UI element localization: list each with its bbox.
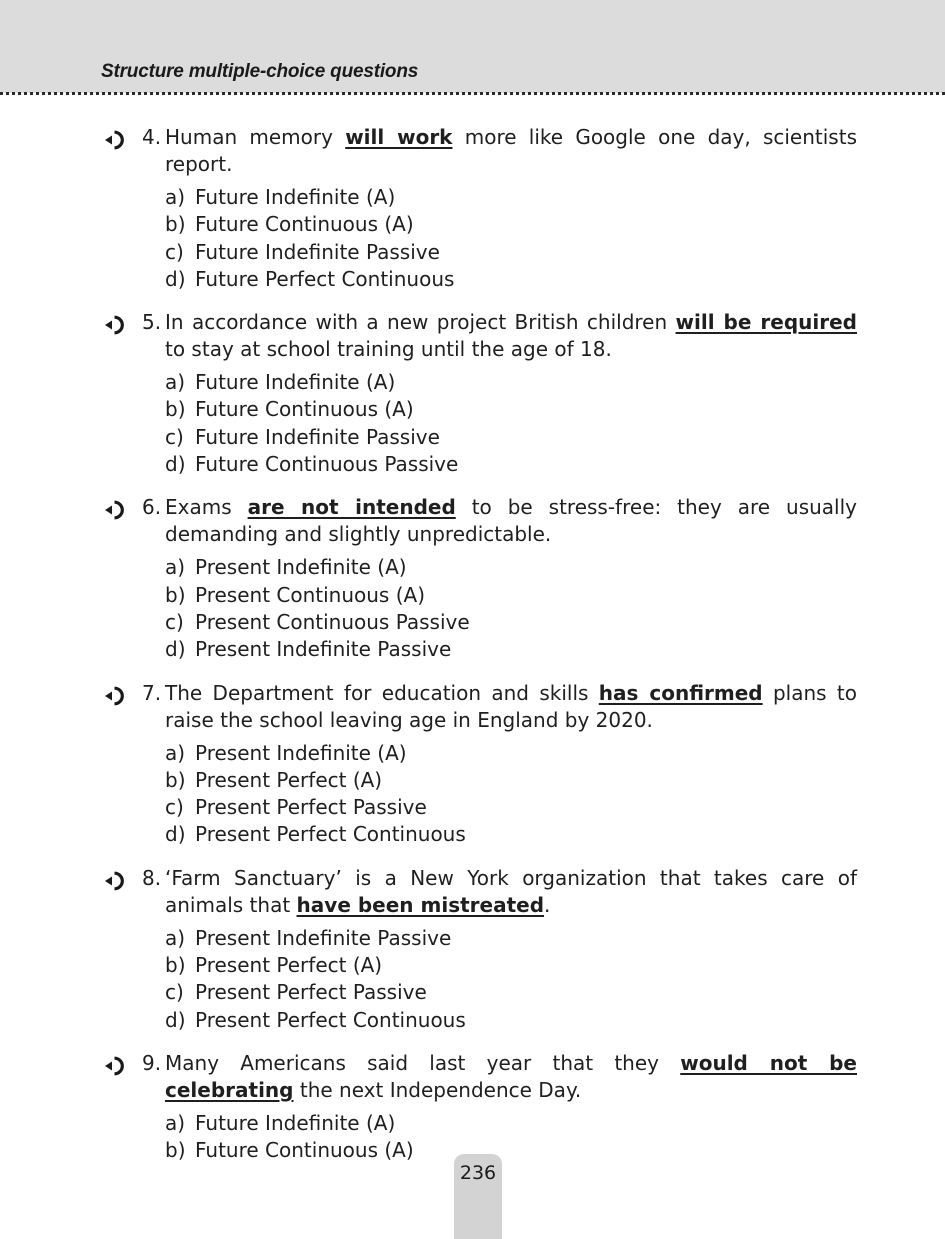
question-text: Many Americans said last year that they would not be celebrating the next Independence Day. xyxy=(165,1050,858,1102)
answer-option: c) Present Perfect Passive xyxy=(165,980,427,1005)
question-text: In accordance with a new project British children will be required to stay at school training until the age of 18. xyxy=(165,310,857,362)
answer-option: b) Future Continuous (A) xyxy=(165,212,414,237)
answer-option: d) Future Perfect Continuous xyxy=(165,266,455,291)
answer-options xyxy=(165,1110,857,1165)
arrow-bullet-icon xyxy=(104,130,124,150)
question-list xyxy=(100,124,857,1181)
question-number: 8. xyxy=(142,865,162,890)
question-number: 6. xyxy=(142,495,162,520)
answer-option: a) Present Indefinite (A) xyxy=(165,740,407,765)
highlighted-verb: has confirmed xyxy=(598,680,763,705)
answer-option: c) Present Perfect Passive xyxy=(165,795,427,820)
question-number: 7. xyxy=(142,680,162,705)
arrow-bullet-icon xyxy=(104,1056,124,1076)
answer-option: d) Present Perfect Continuous xyxy=(165,1007,466,1032)
answer-option: a) Future Indefinite (A) xyxy=(165,1110,396,1135)
answer-option: a) Future Indefinite (A) xyxy=(165,185,396,209)
question-text: Exams are not intended to be stress-free: they are usually demanding and slightly unpredictable. xyxy=(165,495,858,547)
question-8 xyxy=(100,865,857,1034)
question-text: The Department for education and skills has confirmed plans to raise the school leaving age in England by 2020. xyxy=(165,680,858,732)
answer-option: d) Present Indefinite Passive xyxy=(165,637,452,662)
question-text: ‘Farm Sanctuary’ is a New York organization that takes care of animals that have been mistreated. xyxy=(165,865,857,917)
answer-option: c) Future Indefinite Passive xyxy=(165,239,440,264)
dotted-divider xyxy=(0,92,945,95)
answer-options xyxy=(165,925,857,1034)
answer-option: b) Present Continuous (A) xyxy=(165,582,425,607)
question-text: Human memory will work more like Google one day, scientists report. xyxy=(165,125,857,176)
answer-option: b) Present Perfect (A) xyxy=(165,767,383,792)
question-number: 4. xyxy=(142,125,162,149)
answer-option: a) Present Indefinite Passive xyxy=(165,925,452,950)
answer-option: b) Present Perfect (A) xyxy=(165,953,383,978)
page-number: 236 xyxy=(459,1162,497,1184)
answer-option: b) Future Continuous (A) xyxy=(165,1138,414,1163)
answer-option: d) Present Perfect Continuous xyxy=(165,822,466,847)
answer-options xyxy=(165,740,857,849)
highlighted-verb: will work xyxy=(345,125,453,149)
section-title: Structure multiple-choice questions xyxy=(101,61,419,82)
answer-options xyxy=(165,184,857,293)
answer-option: b) Future Continuous (A) xyxy=(165,397,414,422)
answer-options xyxy=(165,554,857,663)
highlighted-verb: would not be celebrating xyxy=(165,1050,858,1102)
answer-option: c) Future Indefinite Passive xyxy=(165,424,440,449)
arrow-bullet-icon xyxy=(104,686,124,706)
page-header xyxy=(0,0,945,93)
question-4 xyxy=(100,124,857,293)
arrow-bullet-icon xyxy=(104,500,124,520)
question-9 xyxy=(100,1050,857,1165)
arrow-bullet-icon xyxy=(104,315,124,335)
answer-option: d) Future Continuous Passive xyxy=(165,452,459,477)
answer-option: a) Future Indefinite (A) xyxy=(165,370,396,395)
answer-option: c) Present Continuous Passive xyxy=(165,609,470,634)
highlighted-verb: have been mistreated xyxy=(296,892,545,917)
question-number: 5. xyxy=(142,310,162,335)
highlighted-verb: will be required xyxy=(675,310,857,335)
highlighted-verb: are not intended xyxy=(247,495,456,520)
question-7 xyxy=(100,680,857,849)
question-6 xyxy=(100,494,857,663)
arrow-bullet-icon xyxy=(104,871,124,891)
answer-options xyxy=(165,369,857,478)
question-5 xyxy=(100,309,857,478)
question-number: 9. xyxy=(142,1050,162,1075)
answer-option: a) Present Indefinite (A) xyxy=(165,555,407,580)
